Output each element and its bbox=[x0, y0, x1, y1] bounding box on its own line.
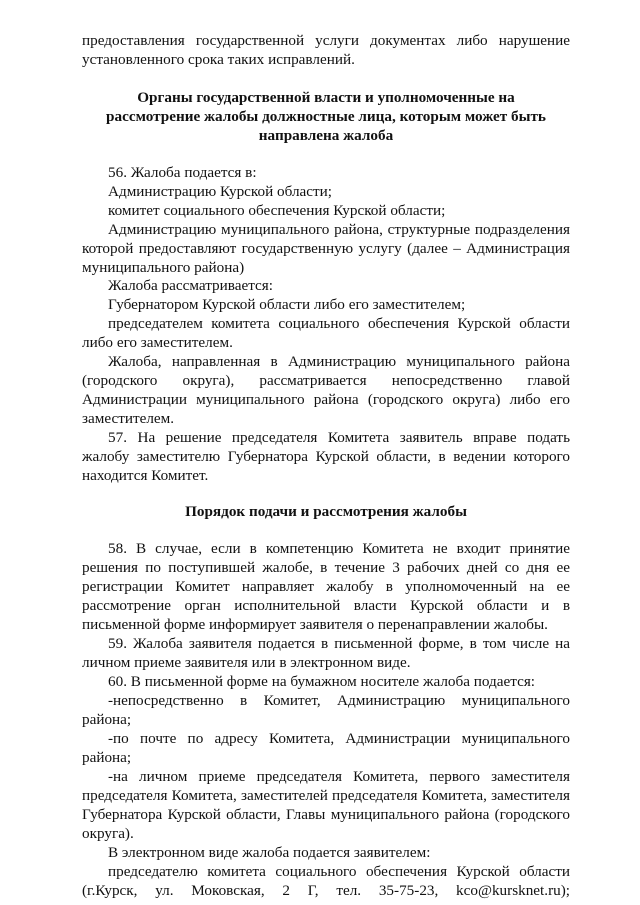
paragraph-line: Губернатором Курской области либо его заместителем; bbox=[108, 296, 466, 313]
paragraph-line: регистрации Комитет направляет жалобу в уполномоченный на ее bbox=[82, 578, 570, 595]
section-heading: Порядок подачи и рассмотрения жалобы bbox=[185, 503, 467, 520]
paragraph-line: Жалоба рассматривается: bbox=[108, 277, 273, 294]
paragraph-line: (городского округа), рассматривается непосредственно главой bbox=[82, 372, 570, 389]
paragraph-line: 59. Жалоба заявителя подается в письменной форме, в том числе на bbox=[108, 635, 570, 652]
paragraph-line: 58. В случае, если в компетенцию Комитета не входит принятие bbox=[108, 540, 570, 557]
paragraph-line: рассмотрение орган исполнительной власти Курской области и в bbox=[82, 597, 570, 614]
paragraph-line: письменной форме информирует заявителя о перенаправлении жалобы. bbox=[82, 616, 548, 633]
paragraph-line: муниципального района) bbox=[82, 259, 245, 276]
paragraph-line: установленного срока таких исправлений. bbox=[82, 51, 355, 68]
paragraph-line: -на личном приеме председателя Комитета, первого заместителя bbox=[108, 768, 570, 785]
paragraph-line: заместителем. bbox=[82, 410, 175, 427]
paragraph-line: находится Комитет. bbox=[82, 467, 209, 484]
section-heading: Органы государственной власти и уполномоченные на bbox=[137, 89, 515, 106]
paragraph-line: предоставления государственной услуги документах либо нарушение bbox=[82, 32, 570, 49]
paragraph-line: которой предоставляют государственную услугу (далее – Администрация bbox=[82, 240, 570, 257]
paragraph-line: округа). bbox=[82, 825, 134, 842]
paragraph-line: председателю комитета социального обеспечения Курской области bbox=[108, 863, 570, 880]
paragraph-line: Администрацию Курской области; bbox=[108, 183, 333, 200]
paragraph-line: -по почте по адресу Комитета, Администрации муниципального bbox=[108, 730, 570, 747]
paragraph-line: 60. В письменной форме на бумажном носителе жалоба подается: bbox=[108, 673, 536, 690]
paragraph-line: либо его заместителем. bbox=[82, 334, 233, 351]
paragraph-line: Администрации муниципального района (городского округа) либо его bbox=[82, 391, 570, 408]
paragraph-line: жалобу заместителю Губернатора Курской области, в ведении которого bbox=[82, 448, 570, 465]
paragraph-line: района; bbox=[82, 749, 132, 766]
section-heading: направлена жалоба bbox=[258, 127, 394, 144]
paragraph-line: личном приеме заявителя или в электронном виде. bbox=[82, 654, 411, 671]
paragraph-line: Администрацию муниципального района, структурные подразделения bbox=[108, 221, 570, 238]
paragraph-line: 57. На решение председателя Комитета заявитель вправе подать bbox=[108, 429, 570, 446]
paragraph-line: председателем комитета социального обеспечения Курской области bbox=[108, 315, 570, 332]
paragraph-line: В электронном виде жалоба подается заявителем: bbox=[108, 844, 431, 861]
paragraph-line: Губернатора Курской области, Главы муниципального района (городского bbox=[82, 806, 570, 823]
paragraph-line: решения по поступившей жалобе, в течение 3 рабочих дней со дня ее bbox=[82, 559, 570, 576]
section-heading: рассмотрение жалобы должностные лица, которым может быть bbox=[106, 108, 546, 125]
paragraph-line: -непосредственно в Комитет, Администрацию муниципального bbox=[108, 692, 570, 709]
paragraph-line: Жалоба, направленная в Администрацию муниципального района bbox=[108, 353, 570, 370]
paragraph-line: района; bbox=[82, 711, 132, 728]
paragraph-line: 56. Жалоба подается в: bbox=[108, 164, 257, 181]
paragraph-line: (г.Курск, ул. Моковская, 2 Г, тел. 35-75-23, kco@kursknet.ru); bbox=[82, 882, 570, 899]
paragraph-line: комитет социального обеспечения Курской области; bbox=[108, 202, 446, 219]
paragraph-line: председателя Комитета, заместителей председателя Комитета, заместителя bbox=[82, 787, 570, 804]
